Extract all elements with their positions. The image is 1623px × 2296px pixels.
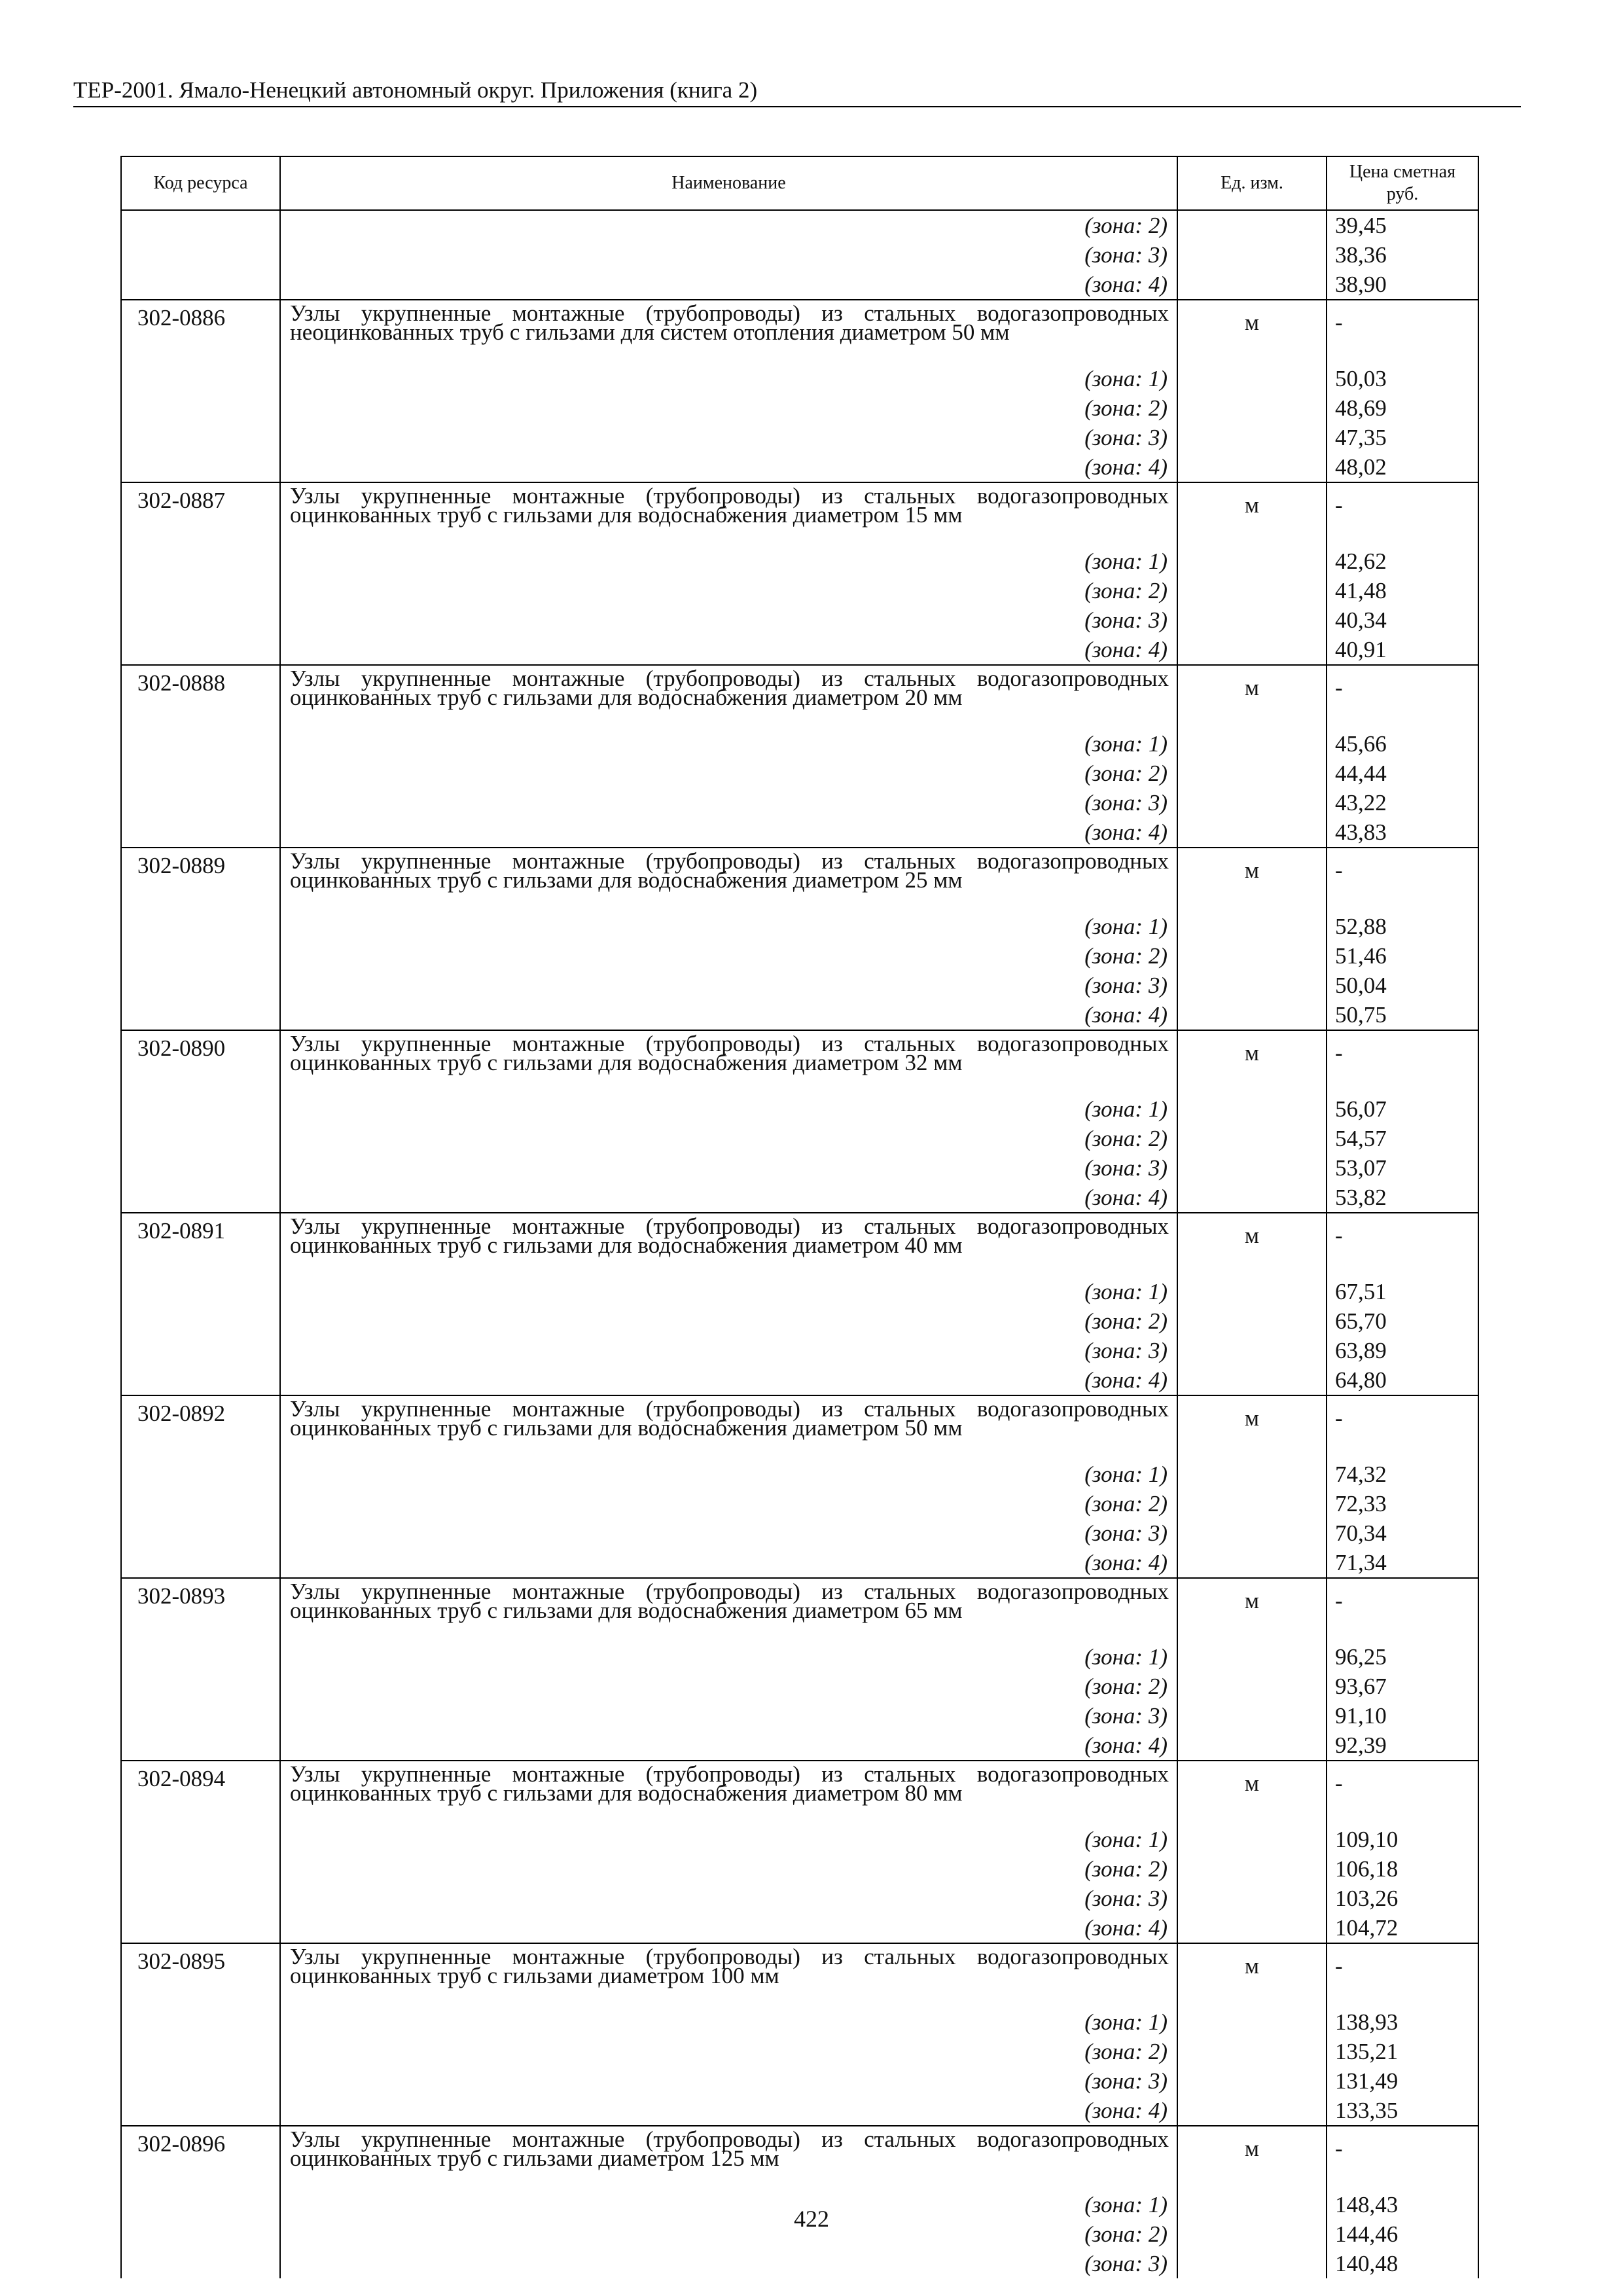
zone-price: 148,43 — [1327, 2190, 1478, 2219]
zone-label: (зона: 3) — [280, 423, 1177, 452]
unit-cell — [1177, 1277, 1327, 1306]
zone-price: 40,34 — [1327, 605, 1478, 635]
zone-price: 67,51 — [1327, 1277, 1478, 1306]
unit-cell — [1177, 1365, 1327, 1395]
table-header-row — [121, 156, 1478, 210]
zone-label: (зона: 4) — [280, 1183, 1177, 1213]
zone-row — [121, 971, 1478, 1000]
zone-label: (зона: 1) — [280, 1460, 1177, 1489]
zone-label: (зона: 3) — [280, 240, 1177, 270]
zone-row — [121, 1365, 1478, 1395]
unit-cell — [1177, 1124, 1327, 1153]
resource-code-cell — [121, 452, 280, 482]
zone-label: (зона: 2) — [280, 1672, 1177, 1701]
unit-cell — [1177, 1183, 1327, 1213]
zone-label: (зона: 3) — [280, 1701, 1177, 1731]
resource-price: - — [1327, 1030, 1478, 1094]
resource-code-cell — [121, 2249, 280, 2278]
zone-price: 53,07 — [1327, 1153, 1478, 1183]
zone-row — [121, 817, 1478, 848]
zone-price: 45,66 — [1327, 729, 1478, 759]
unit-cell — [1177, 1642, 1327, 1672]
resource-unit: м — [1177, 1030, 1327, 1094]
unit-cell — [1177, 240, 1327, 270]
resource-price: - — [1327, 1943, 1478, 2007]
zone-row — [121, 1489, 1478, 1518]
zone-price: 47,35 — [1327, 423, 1478, 452]
resource-code-cell — [121, 240, 280, 270]
table-row — [121, 1761, 1478, 1825]
unit-cell — [1177, 941, 1327, 971]
zone-price: 38,90 — [1327, 270, 1478, 300]
zone-row — [121, 1548, 1478, 1578]
zone-price: 50,04 — [1327, 971, 1478, 1000]
resource-code-cell — [121, 210, 280, 240]
table-row — [121, 665, 1478, 729]
resource-name: Узлы укрупненные монтажные (трубопроводы) из стальных водогазопроводных оцинкованных труб с гильзами для водоснабжения диаметром 80 мм — [280, 1761, 1177, 1825]
zone-price: 54,57 — [1327, 1124, 1478, 1153]
zone-label: (зона: 4) — [280, 1365, 1177, 1395]
zone-label: (зона: 4) — [280, 2096, 1177, 2126]
resource-unit: м — [1177, 300, 1327, 364]
zone-label: (зона: 3) — [280, 2249, 1177, 2278]
zone-price: 50,75 — [1327, 1000, 1478, 1030]
zone-row — [121, 1884, 1478, 1913]
zone-row — [121, 912, 1478, 941]
unit-cell — [1177, 2037, 1327, 2066]
zone-row — [121, 423, 1478, 452]
zone-label: (зона: 2) — [280, 1854, 1177, 1884]
zone-price: 144,46 — [1327, 2219, 1478, 2249]
resource-code-cell — [121, 1548, 280, 1578]
resource-price: - — [1327, 848, 1478, 912]
table-body — [121, 210, 1478, 2278]
resource-price: - — [1327, 665, 1478, 729]
zone-row — [121, 1672, 1478, 1701]
zone-label: (зона: 2) — [280, 393, 1177, 423]
zone-label: (зона: 1) — [280, 2190, 1177, 2219]
zone-row — [121, 1518, 1478, 1548]
resource-code-cell — [121, 941, 280, 971]
zone-label: (зона: 2) — [280, 2037, 1177, 2066]
resource-code-cell — [121, 2037, 280, 2066]
resource-name: Узлы укрупненные монтажные (трубопроводы) из стальных водогазопроводных оцинкованных труб с гильзами диаметром 100 мм — [280, 1943, 1177, 2007]
zone-label: (зона: 2) — [280, 759, 1177, 788]
zone-label: (зона: 1) — [280, 1642, 1177, 1672]
unit-cell — [1177, 1336, 1327, 1365]
resource-code-cell — [121, 2066, 280, 2096]
zone-label: (зона: 3) — [280, 605, 1177, 635]
zone-price: 96,25 — [1327, 1642, 1478, 1672]
page-header-title: ТЕР-2001. Ямало-Ненецкий автономный округ. Приложения (книга 2) — [73, 77, 758, 103]
zone-row — [121, 1183, 1478, 1213]
zone-label: (зона: 3) — [280, 1336, 1177, 1365]
zone-row — [121, 1153, 1478, 1183]
zone-row — [121, 2249, 1478, 2278]
resource-code-cell — [121, 423, 280, 452]
zone-price: 41,48 — [1327, 576, 1478, 605]
unit-cell — [1177, 2007, 1327, 2037]
zone-row — [121, 1277, 1478, 1306]
resource-price: - — [1327, 300, 1478, 364]
zone-label: (зона: 4) — [280, 270, 1177, 300]
zone-row — [121, 2096, 1478, 2126]
zone-label: (зона: 3) — [280, 2066, 1177, 2096]
zone-price: 38,36 — [1327, 240, 1478, 270]
zone-label: (зона: 4) — [280, 1913, 1177, 1943]
resource-code-cell — [121, 635, 280, 665]
zone-price: 39,45 — [1327, 210, 1478, 240]
resource-code-cell — [121, 605, 280, 635]
unit-cell — [1177, 576, 1327, 605]
unit-cell — [1177, 1884, 1327, 1913]
resource-name: Узлы укрупненные монтажные (трубопроводы) из стальных водогазопроводных оцинкованных труб с гильзами для водоснабжения диаметром 25 мм — [280, 848, 1177, 912]
resource-code: 302-0894 — [121, 1761, 280, 1825]
table-row — [121, 1578, 1478, 1642]
zone-row — [121, 635, 1478, 665]
resource-code-cell — [121, 1672, 280, 1701]
zone-label: (зона: 1) — [280, 1094, 1177, 1124]
resource-code: 302-0887 — [121, 482, 280, 547]
resource-code: 302-0895 — [121, 1943, 280, 2007]
zone-price: 140,48 — [1327, 2249, 1478, 2278]
resource-unit: м — [1177, 665, 1327, 729]
zone-price: 43,83 — [1327, 817, 1478, 848]
resource-code-cell — [121, 1884, 280, 1913]
resource-name: Узлы укрупненные монтажные (трубопроводы) из стальных водогазопроводных оцинкованных труб с гильзами диаметром 125 мм — [280, 2126, 1177, 2190]
zone-row — [121, 788, 1478, 817]
resource-code-cell — [121, 971, 280, 1000]
unit-cell — [1177, 1825, 1327, 1854]
column-header-code: Код ресурса — [121, 156, 280, 210]
resource-code-cell — [121, 2007, 280, 2037]
table-row — [121, 1395, 1478, 1460]
resource-code-cell — [121, 729, 280, 759]
column-header-unit: Ед. изм. — [1177, 156, 1327, 210]
table-row — [121, 848, 1478, 912]
zone-price: 63,89 — [1327, 1336, 1478, 1365]
zone-price: 74,32 — [1327, 1460, 1478, 1489]
resource-name: Узлы укрупненные монтажные (трубопроводы) из стальных водогазопроводных оцинкованных труб с гильзами для водоснабжения диаметром 40 мм — [280, 1213, 1177, 1277]
zone-row — [121, 240, 1478, 270]
page-number: 422 — [794, 2206, 829, 2232]
unit-cell — [1177, 1672, 1327, 1701]
zone-row — [121, 1306, 1478, 1336]
zone-price: 48,02 — [1327, 452, 1478, 482]
zone-price: 104,72 — [1327, 1913, 1478, 1943]
unit-cell — [1177, 1548, 1327, 1578]
zone-label: (зона: 2) — [280, 941, 1177, 971]
resource-code-cell — [121, 1306, 280, 1336]
zone-label: (зона: 2) — [280, 1124, 1177, 1153]
unit-cell — [1177, 210, 1327, 240]
zone-row — [121, 1094, 1478, 1124]
unit-cell — [1177, 1306, 1327, 1336]
zone-price: 93,67 — [1327, 1672, 1478, 1701]
resource-code-cell — [121, 788, 280, 817]
resource-price: - — [1327, 2126, 1478, 2190]
unit-cell — [1177, 1518, 1327, 1548]
zone-label: (зона: 3) — [280, 971, 1177, 1000]
zone-price: 56,07 — [1327, 1094, 1478, 1124]
resource-code-cell — [121, 1183, 280, 1213]
zone-row — [121, 2007, 1478, 2037]
unit-cell — [1177, 817, 1327, 848]
zone-label: (зона: 3) — [280, 1884, 1177, 1913]
resource-code: 302-0893 — [121, 1578, 280, 1642]
zone-row — [121, 576, 1478, 605]
zone-row — [121, 1000, 1478, 1030]
table-row — [121, 1943, 1478, 2007]
unit-cell — [1177, 1489, 1327, 1518]
zone-label: (зона: 2) — [280, 2219, 1177, 2249]
table-row — [121, 2126, 1478, 2190]
resource-name: Узлы укрупненные монтажные (трубопроводы) из стальных водогазопроводных оцинкованных труб с гильзами для водоснабжения диаметром 20 мм — [280, 665, 1177, 729]
unit-cell — [1177, 393, 1327, 423]
price-table — [120, 156, 1479, 2278]
unit-cell — [1177, 912, 1327, 941]
zone-price: 42,62 — [1327, 547, 1478, 576]
zone-price: 64,80 — [1327, 1365, 1478, 1395]
zone-row — [121, 2066, 1478, 2096]
resource-code-cell — [121, 1489, 280, 1518]
unit-cell — [1177, 270, 1327, 300]
resource-unit: м — [1177, 1213, 1327, 1277]
zone-label: (зона: 4) — [280, 1000, 1177, 1030]
resource-code-cell — [121, 1000, 280, 1030]
resource-code-cell — [121, 1642, 280, 1672]
resource-name: Узлы укрупненные монтажные (трубопроводы) из стальных водогазопроводных оцинкованных труб с гильзами для водоснабжения диаметром 50 мм — [280, 1395, 1177, 1460]
zone-row — [121, 393, 1478, 423]
resource-code: 302-0886 — [121, 300, 280, 364]
resource-code: 302-0891 — [121, 1213, 280, 1277]
zone-row — [121, 270, 1478, 300]
resource-code-cell — [121, 912, 280, 941]
zone-row — [121, 729, 1478, 759]
resource-code-cell — [121, 1825, 280, 1854]
unit-cell — [1177, 635, 1327, 665]
zone-row — [121, 2037, 1478, 2066]
zone-row — [121, 605, 1478, 635]
column-header-price: Цена сметная руб. — [1327, 156, 1478, 210]
zone-row — [121, 1731, 1478, 1761]
zone-price: 92,39 — [1327, 1731, 1478, 1761]
zone-price: 65,70 — [1327, 1306, 1478, 1336]
unit-cell — [1177, 1000, 1327, 1030]
zone-row — [121, 1701, 1478, 1731]
resource-price: - — [1327, 482, 1478, 547]
zone-price: 44,44 — [1327, 759, 1478, 788]
zone-label: (зона: 1) — [280, 729, 1177, 759]
zone-row — [121, 1336, 1478, 1365]
table-row — [121, 482, 1478, 547]
resource-unit: м — [1177, 1395, 1327, 1460]
resource-unit: м — [1177, 1761, 1327, 1825]
page-header — [73, 76, 1521, 107]
resource-code-cell — [121, 1731, 280, 1761]
table-row — [121, 1030, 1478, 1094]
resource-code-cell — [121, 1365, 280, 1395]
unit-cell — [1177, 1913, 1327, 1943]
zone-label: (зона: 3) — [280, 1518, 1177, 1548]
unit-cell — [1177, 971, 1327, 1000]
resource-name: Узлы укрупненные монтажные (трубопроводы) из стальных водогазопроводных оцинкованных труб с гильзами для водоснабжения диаметром 65 мм — [280, 1578, 1177, 1642]
resource-code-cell — [121, 1094, 280, 1124]
zone-price: 48,69 — [1327, 393, 1478, 423]
zone-label: (зона: 2) — [280, 576, 1177, 605]
zone-price: 131,49 — [1327, 2066, 1478, 2096]
zone-price: 71,34 — [1327, 1548, 1478, 1578]
zone-label: (зона: 1) — [280, 364, 1177, 393]
resource-unit: м — [1177, 1943, 1327, 2007]
resource-code-cell — [121, 817, 280, 848]
resource-unit: м — [1177, 2126, 1327, 2190]
zone-label: (зона: 1) — [280, 2007, 1177, 2037]
zone-row — [121, 1642, 1478, 1672]
unit-cell — [1177, 2066, 1327, 2096]
zone-row — [121, 941, 1478, 971]
zone-row — [121, 1124, 1478, 1153]
unit-cell — [1177, 547, 1327, 576]
resource-code: 302-0889 — [121, 848, 280, 912]
zone-label: (зона: 1) — [280, 1825, 1177, 1854]
resource-price: - — [1327, 1578, 1478, 1642]
resource-name: Узлы укрупненные монтажные (трубопроводы) из стальных водогазопроводных неоцинкованных труб с гильзами для систем отопления диаметром 50 мм — [280, 300, 1177, 364]
unit-cell — [1177, 759, 1327, 788]
resource-unit: м — [1177, 482, 1327, 547]
resource-code-cell — [121, 364, 280, 393]
unit-cell — [1177, 1460, 1327, 1489]
zone-price: 106,18 — [1327, 1854, 1478, 1884]
unit-cell — [1177, 729, 1327, 759]
zone-price: 52,88 — [1327, 912, 1478, 941]
resource-code-cell — [121, 1460, 280, 1489]
zone-price: 103,26 — [1327, 1884, 1478, 1913]
resource-code: 302-0888 — [121, 665, 280, 729]
unit-cell — [1177, 1153, 1327, 1183]
zone-price: 109,10 — [1327, 1825, 1478, 1854]
zone-label: (зона: 4) — [280, 635, 1177, 665]
unit-cell — [1177, 1094, 1327, 1124]
zone-label: (зона: 4) — [280, 452, 1177, 482]
unit-cell — [1177, 1731, 1327, 1761]
zone-row — [121, 759, 1478, 788]
zone-row — [121, 1825, 1478, 1854]
zone-price: 40,91 — [1327, 635, 1478, 665]
zone-label: (зона: 2) — [280, 210, 1177, 240]
resource-price: - — [1327, 1213, 1478, 1277]
zone-price: 70,34 — [1327, 1518, 1478, 1548]
zone-label: (зона: 1) — [280, 1277, 1177, 1306]
resource-name: Узлы укрупненные монтажные (трубопроводы) из стальных водогазопроводных оцинкованных труб с гильзами для водоснабжения диаметром 15 мм — [280, 482, 1177, 547]
resource-code-cell — [121, 1336, 280, 1365]
zone-label: (зона: 1) — [280, 912, 1177, 941]
resource-code: 302-0890 — [121, 1030, 280, 1094]
resource-code: 302-0896 — [121, 2126, 280, 2190]
resource-code-cell — [121, 547, 280, 576]
zone-label: (зона: 2) — [280, 1489, 1177, 1518]
zone-price: 43,22 — [1327, 788, 1478, 817]
zone-label: (зона: 1) — [280, 547, 1177, 576]
zone-row — [121, 210, 1478, 240]
zone-label: (зона: 4) — [280, 1548, 1177, 1578]
resource-code-cell — [121, 2096, 280, 2126]
resource-code-cell — [121, 576, 280, 605]
zone-price: 138,93 — [1327, 2007, 1478, 2037]
zone-price: 51,46 — [1327, 941, 1478, 971]
unit-cell — [1177, 364, 1327, 393]
resource-code-cell — [121, 270, 280, 300]
unit-cell — [1177, 452, 1327, 482]
resource-code-cell — [121, 759, 280, 788]
zone-label: (зона: 3) — [280, 788, 1177, 817]
zone-price: 91,10 — [1327, 1701, 1478, 1731]
unit-cell — [1177, 1701, 1327, 1731]
unit-cell — [1177, 1854, 1327, 1884]
resource-code-cell — [121, 1854, 280, 1884]
zone-row — [121, 364, 1478, 393]
resource-code-cell — [121, 393, 280, 423]
zone-price: 135,21 — [1327, 2037, 1478, 2066]
resource-price: - — [1327, 1395, 1478, 1460]
resource-code-cell — [121, 1701, 280, 1731]
zone-label: (зона: 4) — [280, 1731, 1177, 1761]
zone-label: (зона: 4) — [280, 817, 1177, 848]
zone-price: 50,03 — [1327, 364, 1478, 393]
resource-code-cell — [121, 1124, 280, 1153]
zone-row — [121, 1460, 1478, 1489]
unit-cell — [1177, 2096, 1327, 2126]
unit-cell — [1177, 2249, 1327, 2278]
zone-price: 133,35 — [1327, 2096, 1478, 2126]
resource-code: 302-0892 — [121, 1395, 280, 1460]
resource-code-cell — [121, 1518, 280, 1548]
column-header-name: Наименование — [280, 156, 1177, 210]
unit-cell — [1177, 605, 1327, 635]
unit-cell — [1177, 423, 1327, 452]
zone-label: (зона: 2) — [280, 1306, 1177, 1336]
zone-row — [121, 547, 1478, 576]
table-row — [121, 300, 1478, 364]
zone-price: 53,82 — [1327, 1183, 1478, 1213]
resource-code-cell — [121, 1277, 280, 1306]
resource-code-cell — [121, 1913, 280, 1943]
resource-unit: м — [1177, 848, 1327, 912]
resource-name: Узлы укрупненные монтажные (трубопроводы) из стальных водогазопроводных оцинкованных труб с гильзами для водоснабжения диаметром 32 мм — [280, 1030, 1177, 1094]
zone-row — [121, 452, 1478, 482]
resource-price: - — [1327, 1761, 1478, 1825]
zone-label: (зона: 3) — [280, 1153, 1177, 1183]
resource-unit: м — [1177, 1578, 1327, 1642]
zone-price: 72,33 — [1327, 1489, 1478, 1518]
table-row — [121, 1213, 1478, 1277]
zone-row — [121, 1854, 1478, 1884]
unit-cell — [1177, 788, 1327, 817]
zone-row — [121, 1913, 1478, 1943]
resource-code-cell — [121, 1153, 280, 1183]
